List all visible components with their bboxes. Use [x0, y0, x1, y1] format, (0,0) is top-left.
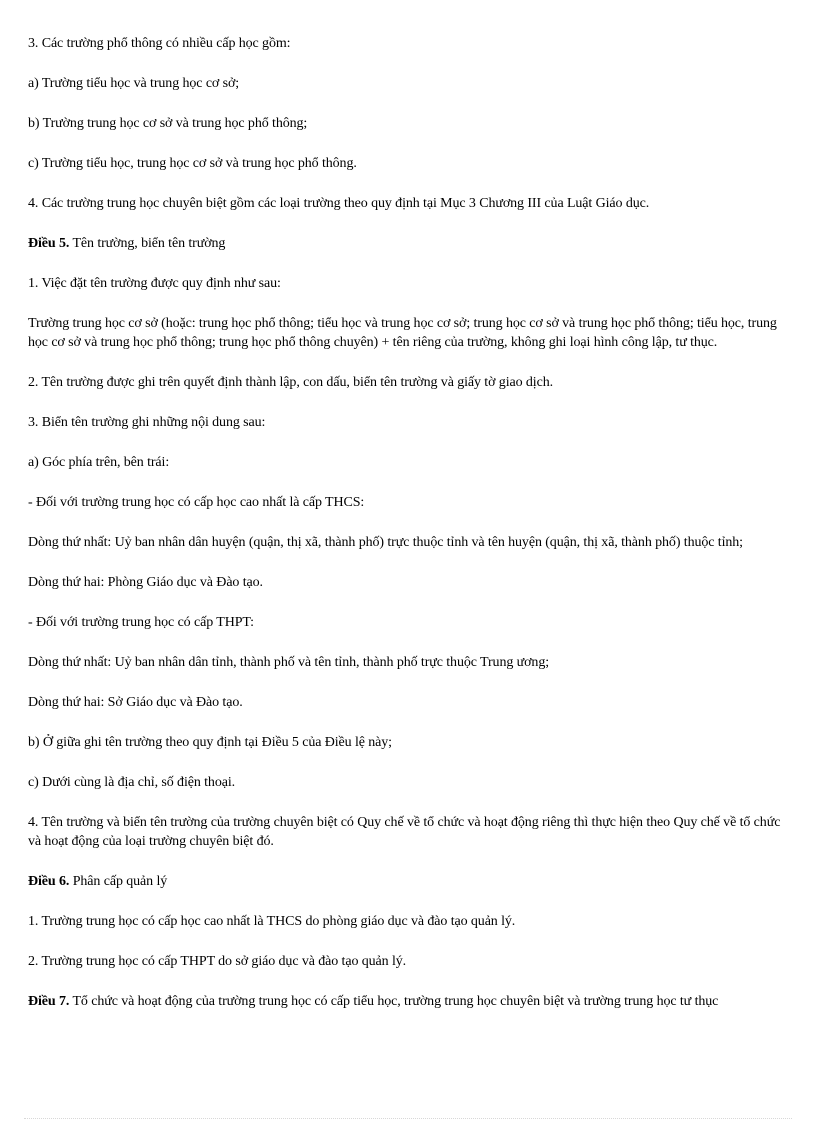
- article-5-number: Điều 5.: [28, 236, 70, 251]
- page-bottom-divider: [24, 1118, 792, 1119]
- paragraph-art5-clause-4: 4. Tên trường và biển tên trường của trường chuyên biệt có Quy chế về tổ chức và hoạt động riêng thì thực hiện theo Quy chế về tổ chức và hoạt động của loại trường chuyên biệt đó.: [28, 815, 781, 849]
- article-7-heading: [28, 992, 788, 1011]
- article-5-heading: [28, 234, 788, 253]
- paragraph-art5-clause-2: 2. Tên trường được ghi trên quyết định thành lập, con dấu, biển tên trường và giấy tờ giao dịch.: [28, 375, 554, 390]
- paragraph-art5-clause-1: 1. Việc đặt tên trường được quy định như sau:: [28, 276, 281, 291]
- article-6-title: Phân cấp quản lý: [72, 874, 168, 889]
- paragraph-art6-clause-1: 1. Trường trung học có cấp học cao nhất là THCS do phòng giáo dục và đào tạo quản lý.: [28, 914, 516, 929]
- paragraph-item-c: c) Trường tiểu học, trung học cơ sở và trung học phổ thông.: [28, 156, 357, 171]
- paragraph-art6-clause-2: 2. Trường trung học có cấp THPT do sở giáo dục và đào tạo quản lý.: [28, 954, 407, 969]
- article-6-number: Điều 6.: [28, 874, 70, 889]
- paragraph-clause-3: 3. Các trường phổ thông có nhiều cấp học gồm:: [28, 36, 291, 51]
- paragraph-art5-item-a: a) Góc phía trên, bên trái:: [28, 455, 170, 470]
- paragraph-thpt-line-1: Dòng thứ nhất: Uỷ ban nhân dân tỉnh, thành phố và tên tỉnh, thành phố trực thuộc Trung ương;: [28, 655, 550, 670]
- document-page: [28, 34, 788, 1032]
- article-6-heading: [28, 872, 788, 891]
- paragraph-naming-rule: Trường trung học cơ sở (hoặc: trung học phổ thông; tiểu học và trung học cơ sở; trung học cơ sở và trung học phổ thông; tiểu học, trung học cơ sở và trung học phổ thông; trung học phổ thông chuyên) + tên riêng của trường, không ghi loại hình công lập, tư thục.: [28, 316, 777, 350]
- paragraph-thpt-case: - Đối với trường trung học có cấp THPT:: [28, 615, 254, 630]
- paragraph-item-b: b) Trường trung học cơ sở và trung học phổ thông;: [28, 116, 308, 131]
- paragraph-art5-clause-3: 3. Biển tên trường ghi những nội dung sau:: [28, 415, 266, 430]
- paragraph-thcs-line-2: Dòng thứ hai: Phòng Giáo dục và Đào tạo.: [28, 575, 263, 590]
- paragraph-thpt-line-2: Dòng thứ hai: Sở Giáo dục và Đào tạo.: [28, 695, 243, 710]
- paragraph-thcs-line-1: Dòng thứ nhất: Uỷ ban nhân dân huyện (quận, thị xã, thành phố) trực thuộc tỉnh và tên huyện (quận, thị xã, thành phố) thuộc tỉnh;: [28, 535, 743, 550]
- article-7-title: Tổ chức và hoạt động của trường trung học có cấp tiểu học, trường trung học chuyên biệt và trường trung học tư thục: [72, 994, 719, 1009]
- paragraph-clause-4: 4. Các trường trung học chuyên biệt gồm các loại trường theo quy định tại Mục 3 Chương III của Luật Giáo dục.: [28, 196, 650, 211]
- article-5-title: Tên trường, biển tên trường: [72, 236, 226, 251]
- paragraph-thcs-case: - Đối với trường trung học có cấp học cao nhất là cấp THCS:: [28, 495, 365, 510]
- paragraph-art5-item-c: c) Dưới cùng là địa chỉ, số điện thoại.: [28, 775, 236, 790]
- paragraph-item-a: a) Trường tiểu học và trung học cơ sở;: [28, 76, 240, 91]
- paragraph-art5-item-b: b) Ở giữa ghi tên trường theo quy định tại Điều 5 của Điều lệ này;: [28, 735, 392, 750]
- article-7-number: Điều 7.: [28, 994, 70, 1009]
